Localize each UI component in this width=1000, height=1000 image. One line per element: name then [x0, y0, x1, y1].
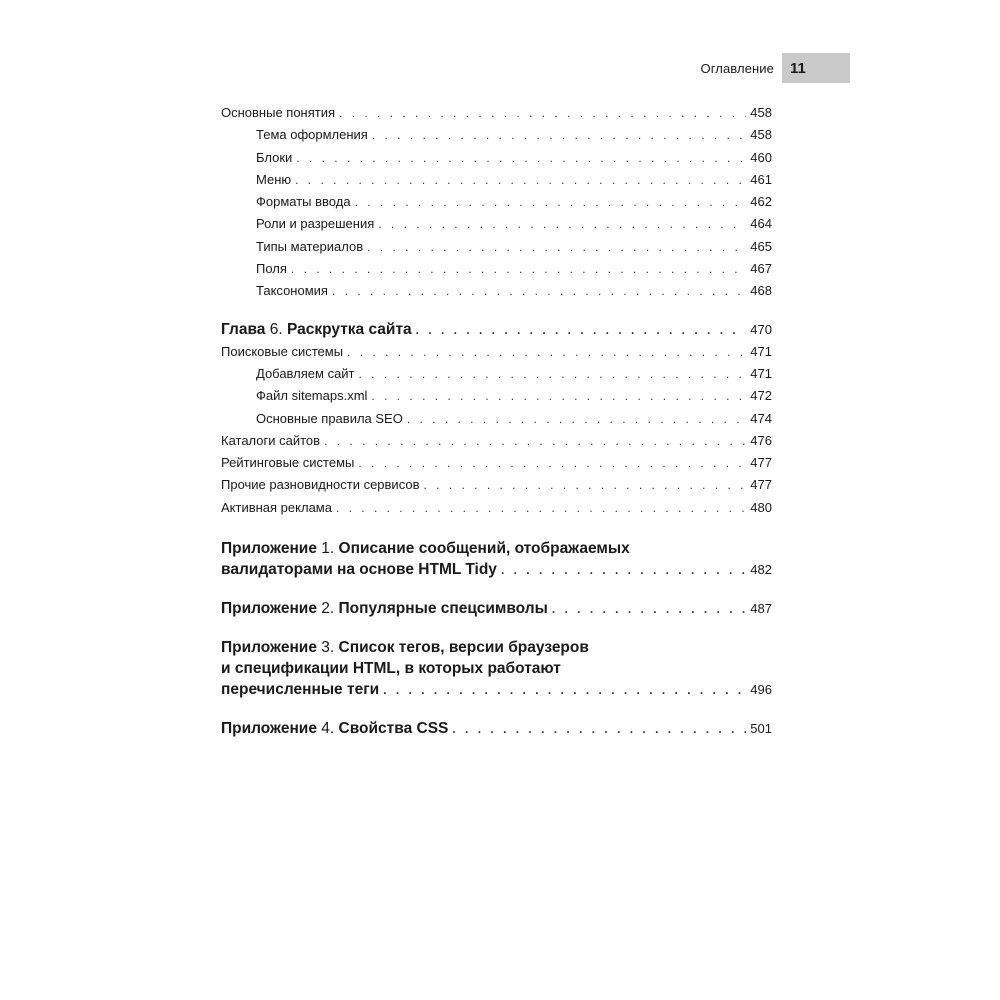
header-page-number: 11 [782, 53, 850, 83]
dot-leader [336, 499, 746, 517]
toc-entry-title: Основные понятия [221, 105, 336, 120]
appendix-title-line: Описание сообщений, отображаемых [338, 540, 630, 558]
toc-entry-page: 461 [750, 171, 772, 187]
appendix-prefix: Приложение [221, 540, 317, 558]
toc-entry-title: Каталоги сайтов [221, 432, 321, 448]
dot-leader [501, 560, 746, 581]
toc-entry-title: Меню [256, 171, 292, 187]
appendix-title: Популярные спецсимволы [338, 600, 548, 618]
toc-appendix-4 [221, 718, 772, 740]
toc-entry-title: Добавляем сайт [256, 365, 355, 381]
toc-entry [256, 149, 772, 171]
dot-leader [378, 215, 746, 233]
toc-entry [256, 365, 772, 387]
header-section-title: Оглавление [700, 60, 774, 76]
toc-entry-title: Поля [256, 261, 287, 277]
appendix-prefix: Приложение [221, 720, 317, 738]
dot-leader [452, 719, 746, 740]
toc-entry [256, 282, 772, 304]
dot-leader [416, 320, 747, 341]
toc-chapter-6 [221, 319, 772, 343]
toc-entry-page: 460 [750, 149, 772, 165]
table-of-contents [221, 104, 772, 740]
toc-entry-title: Активная реклама [221, 499, 332, 515]
toc-entry-title: Прочие разновидности сервисов [221, 477, 420, 493]
toc-entry [256, 193, 772, 215]
toc-entry-page: 477 [750, 477, 772, 493]
toc-entry [256, 215, 772, 237]
dot-leader [347, 343, 746, 361]
toc-appendix-3 [221, 637, 772, 701]
toc-entry [221, 432, 772, 454]
toc-entry-title: Основные правила SEO [256, 410, 403, 426]
appendix-number: 2. [321, 600, 335, 618]
toc-entry-page: 487 [750, 601, 772, 617]
toc-entry-title: Поисковые системы [221, 343, 344, 359]
toc-entry-title: Блоки [256, 149, 293, 165]
appendix-title-line: перечисленные теги [221, 681, 380, 699]
dot-leader [371, 387, 746, 405]
toc-entry-title: Форматы ввода [256, 194, 351, 210]
chapter-title: Раскрутка сайта [287, 320, 412, 338]
toc-entry-page: 482 [750, 562, 772, 578]
dot-leader [355, 193, 747, 211]
appendix-number: 1. [321, 540, 335, 558]
toc-entry-title: Роли и разрешения [256, 216, 375, 232]
toc-entry-page: 471 [750, 365, 772, 381]
chapter-prefix: Глава [221, 320, 266, 338]
toc-entry [256, 387, 772, 409]
dot-leader [407, 410, 746, 428]
toc-entry-page: 465 [750, 238, 772, 254]
toc-entry-title: Файл sitemaps.xml [256, 388, 368, 404]
dot-leader [358, 454, 746, 472]
toc-entry-page: 477 [750, 455, 772, 471]
appendix-number: 4. [321, 720, 335, 738]
toc-entry-title: Тема оформления [256, 127, 368, 143]
appendix-prefix: Приложение [221, 639, 317, 657]
dot-leader [324, 432, 746, 450]
appendix-title-line: валидаторами на основе HTML Tidy [221, 561, 497, 579]
toc-entry-page: 476 [750, 432, 772, 448]
toc-entry-page: 501 [750, 721, 772, 737]
toc-entry [221, 476, 772, 498]
toc-entry-page: 470 [750, 321, 772, 337]
toc-entry [221, 343, 772, 365]
appendix-title: Свойства CSS [338, 720, 449, 738]
appendix-number: 3. [321, 639, 335, 657]
toc-entry-page: 462 [750, 194, 772, 210]
toc-entry [256, 260, 772, 282]
chapter-number: 6. [269, 320, 283, 338]
dot-leader [296, 149, 746, 167]
dot-leader [332, 282, 746, 300]
toc-entry [256, 126, 772, 148]
toc-entry-page: 467 [750, 261, 772, 277]
toc-entry-page: 496 [750, 682, 772, 698]
toc-entry-page: 464 [750, 216, 772, 232]
toc-entry [256, 410, 772, 432]
toc-entry-page: 458 [750, 127, 772, 143]
dot-leader [383, 680, 746, 701]
toc-entry-page: 474 [750, 410, 772, 426]
toc-entry [221, 454, 772, 476]
toc-appendix-1 [221, 538, 772, 581]
toc-entry [221, 499, 772, 521]
dot-leader [367, 238, 746, 256]
dot-leader [423, 476, 746, 494]
appendix-prefix: Приложение [221, 600, 317, 618]
toc-entry [256, 171, 772, 193]
toc-entry [221, 104, 772, 126]
appendix-title-line: и спецификации HTML, в которых работают [221, 660, 561, 678]
dot-leader [359, 365, 747, 383]
dot-leader [339, 104, 746, 122]
toc-entry-title: Типы материалов [256, 238, 364, 254]
toc-entry-page: 458 [750, 105, 772, 120]
toc-appendix-2 [221, 598, 772, 620]
dot-leader [291, 260, 746, 278]
dot-leader [552, 599, 746, 620]
dot-leader [295, 171, 746, 189]
toc-entry-title: Таксономия [256, 283, 328, 299]
running-header [676, 53, 850, 83]
dot-leader [372, 126, 746, 144]
toc-entry-page: 468 [750, 283, 772, 299]
toc-entry-page: 471 [750, 343, 772, 359]
toc-entry-page: 472 [750, 388, 772, 404]
appendix-title-line: Список тегов, версии браузеров [338, 639, 589, 657]
toc-entry [256, 238, 772, 260]
toc-entry-title: Рейтинговые системы [221, 455, 355, 471]
toc-entry-page: 480 [750, 499, 772, 515]
